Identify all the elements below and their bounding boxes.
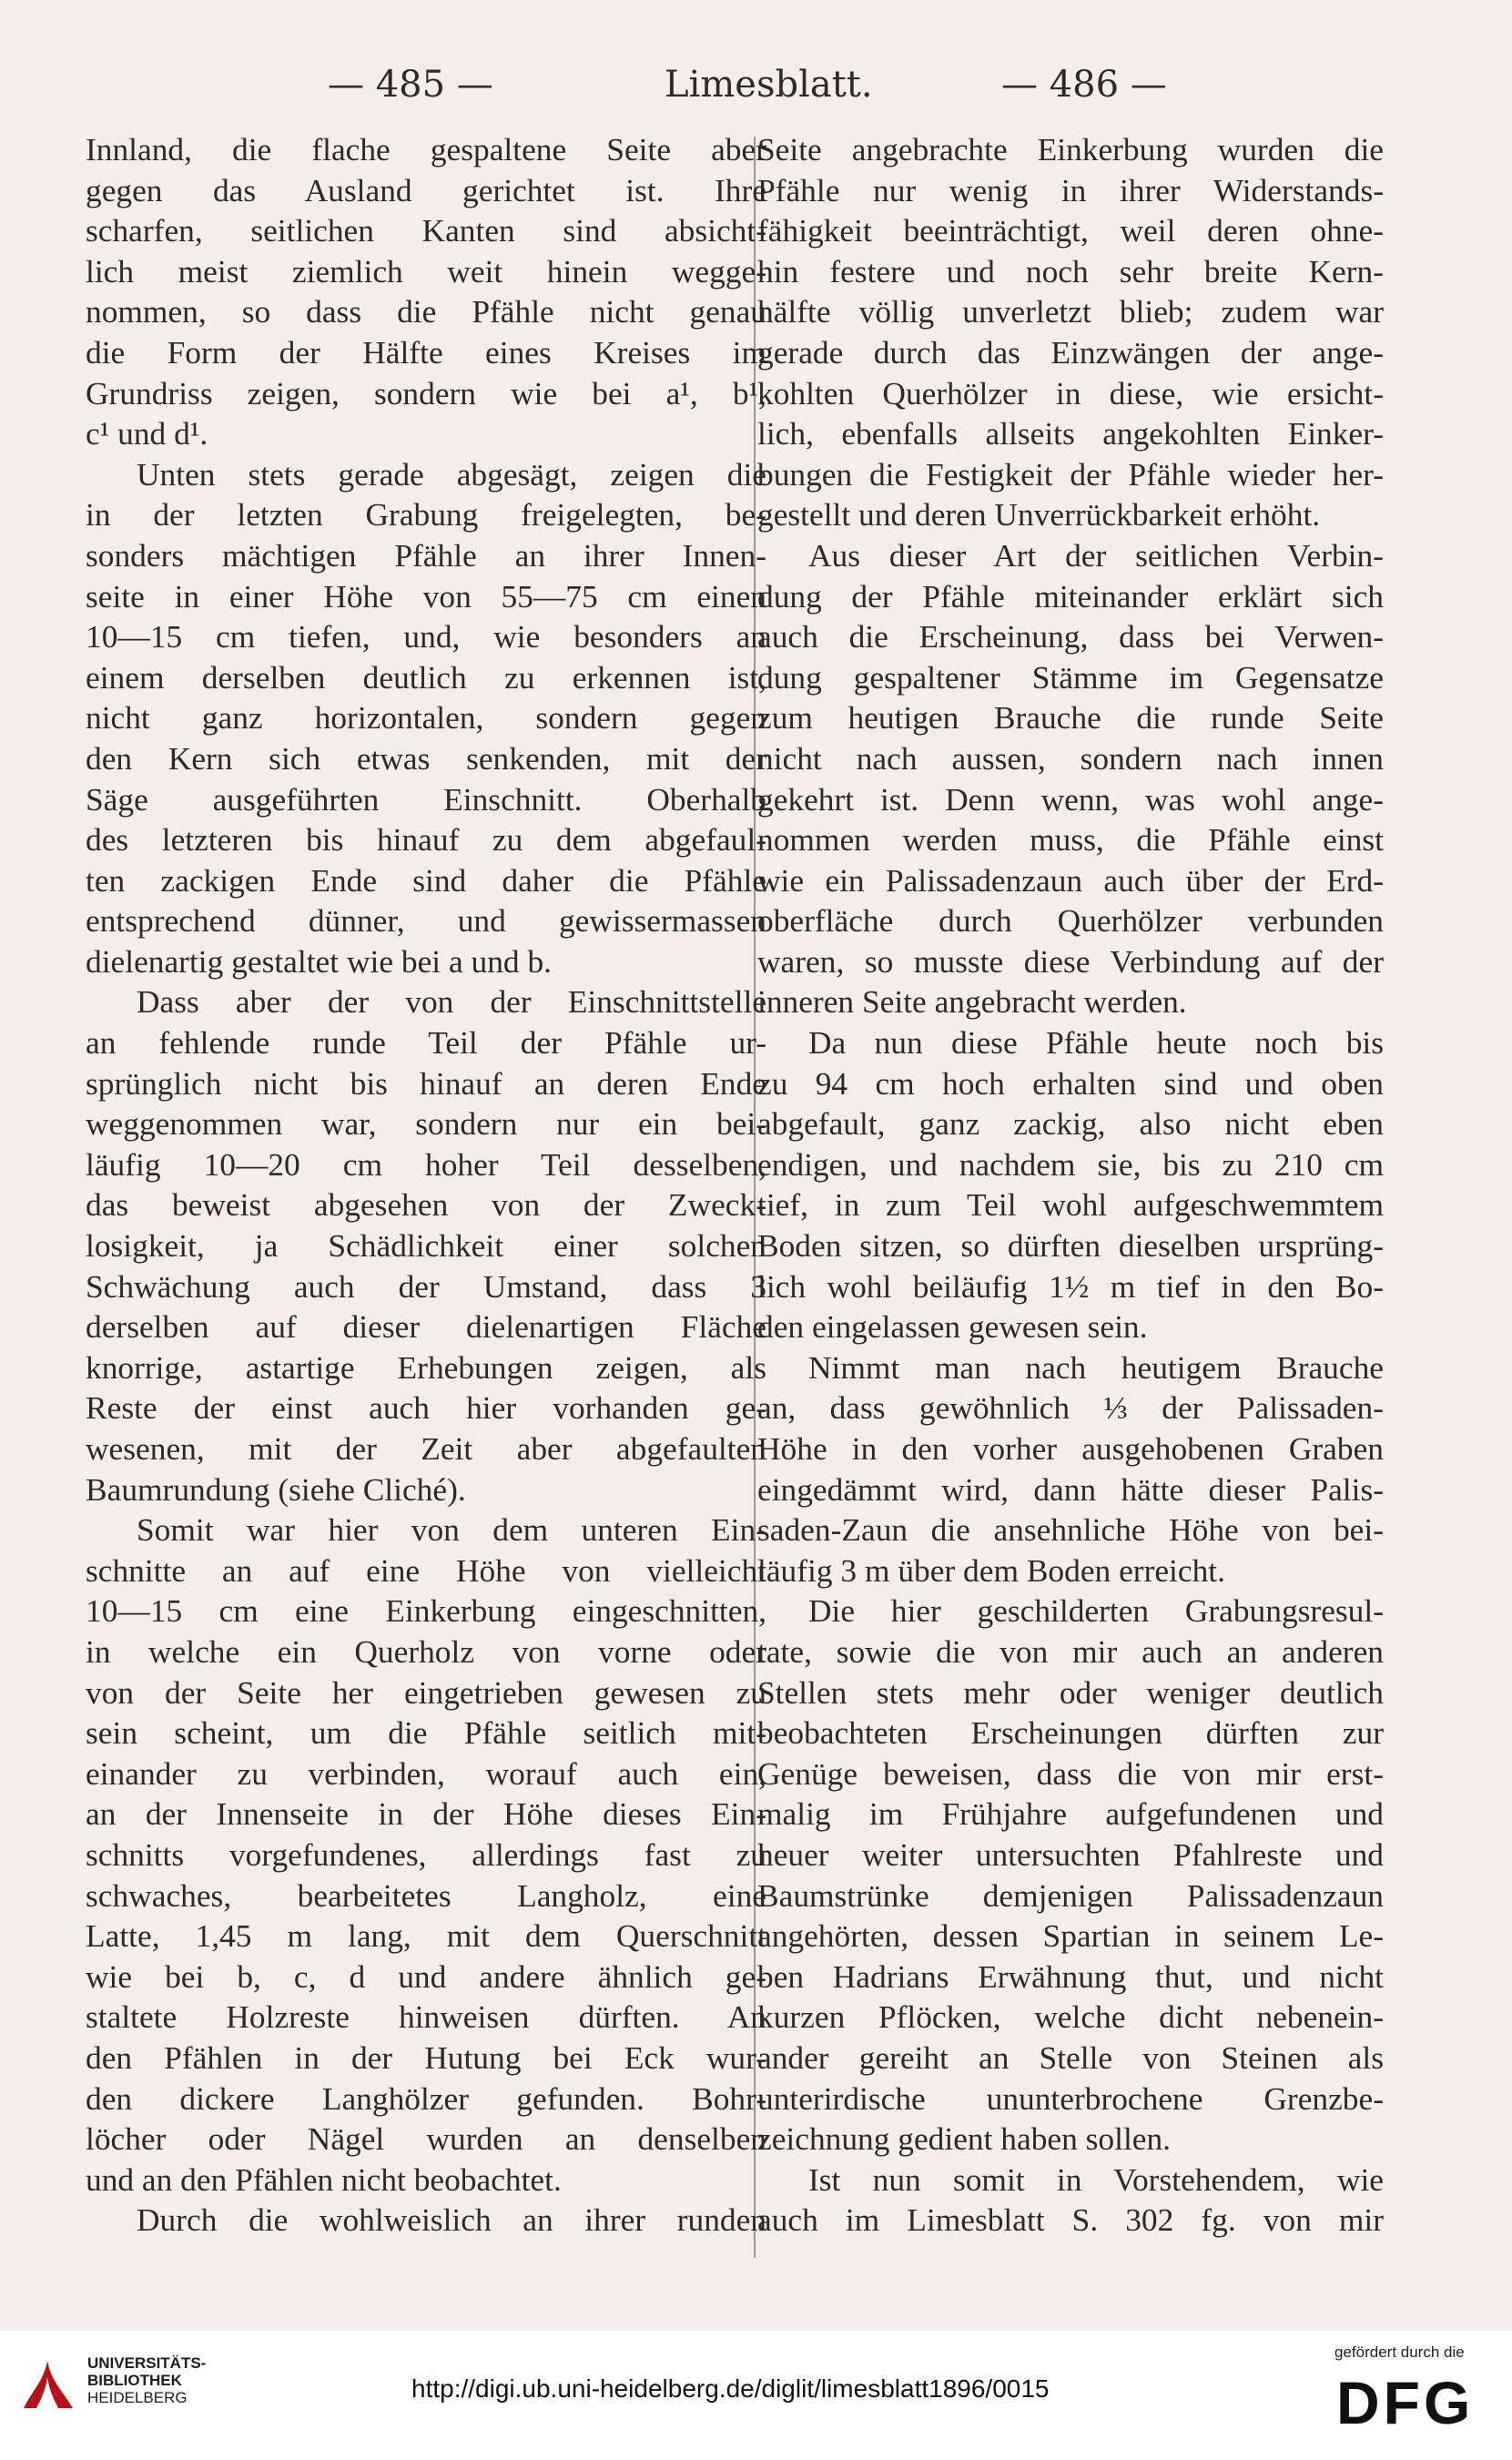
text-line: schnitts vorgefundenes, allerdings fast zu [86,1835,766,1873]
text-line: Pfähle nur wenig in ihrer Widerstands- [757,171,1384,208]
text-line: staltete Holzreste hinweisen dürften. An [86,1998,766,2036]
text-line: auch im Limesblatt S. 302 fg. von mir [757,2201,1384,2239]
text-line: schnitte an auf eine Höhe von vielleicht [86,1551,766,1589]
text-line: wesenen, mit der Zeit aber abgefaulten [86,1430,766,1467]
text-line: seite in einer Höhe von 55—75 cm einen [86,577,766,615]
text-line: zeichnung gedient haben sollen. [757,2120,1172,2158]
text-line: entsprechend dünner, und gewissermassen [86,902,766,940]
text-line: inneren Seite angebracht werden. [757,983,1187,1021]
uni-line-3: HEIDELBERG [87,2389,188,2406]
text-line: saden-Zaun die ansehnliche Höhe von bei- [757,1511,1384,1549]
text-line: dielenartig gestaltet wie bei a und b. [86,942,553,980]
text-line: Säge ausgeführten Einschnitt. Oberhalb [86,780,766,818]
text-line: Dass aber der von der Einschnittstelle [137,983,766,1021]
text-line: Unten stets gerade abgesägt, zeigen die [137,455,766,493]
text-line: gegen das Ausland gerichtet ist. Ihre [86,171,766,208]
text-line: Baumrundung (siehe Cliché). [86,1470,466,1508]
text-line: lich wohl beiläufig 1½ m tief in den Bo- [757,1267,1384,1305]
left-page-number: — 485 — [328,64,493,106]
text-line: Innland, die flache gespaltene Seite aber [86,131,766,168]
text-line: Stellen stets mehr oder weniger deutlich [757,1673,1384,1711]
university-library-name [87,2354,206,2406]
text-line: Aus dieser Art der seitlichen Verbin- [808,536,1384,574]
text-line: tate, sowie die von mir auch an anderen [757,1632,1384,1670]
text-line: Ist nun somit in Vorstehendem, wie [808,2160,1384,2198]
text-line: Da nun diese Pfähle heute noch bis [808,1024,1384,1062]
text-line: den Kern sich etwas senkenden, mit der [86,739,766,777]
text-line: angehörten, dessen Spartian in seinem Le- [757,1917,1384,1955]
text-line: kohlten Querhölzer in diese, wie ersicht- [757,374,1384,412]
text-line: Latte, 1,45 m lang, mit dem Querschnitt [86,1917,766,1955]
text-line: an, dass gewöhnlich ⅓ der Palissaden- [757,1389,1384,1427]
text-line: in welche ein Querholz von vorne oder [86,1632,766,1670]
text-line: sonders mächtigen Pfähle an ihrer Innen- [86,536,766,574]
text-line: und an den Pfählen nicht beobachtet. [86,2160,562,2198]
text-line: Höhe in den vorher ausgehobenen Graben [757,1430,1384,1467]
dfg-logo-text: DFG [1336,2371,1475,2435]
text-line: läufig 10—20 cm hoher Teil desselben, [86,1145,766,1183]
text-line: c¹ und d¹. [86,415,208,452]
text-line: nicht nach aussen, sondern nach innen [757,739,1384,777]
text-line: einander zu verbinden, worauf auch ein, [86,1754,766,1792]
text-line: dung der Pfähle miteinander erklärt sich [757,577,1384,615]
text-line: malig im Frühjahre aufgefundenen und [757,1795,1384,1833]
text-line: ten zackigen Ende sind daher die Pfähle [86,861,766,899]
text-line: den Pfählen in der Hutung bei Eck wur- [86,2038,766,2076]
text-line: den eingelassen gewesen sein. [757,1308,1148,1346]
text-line: wie ein Palissadenzaun auch über der Erd- [757,861,1384,899]
text-line: läufig 3 m über dem Boden erreicht. [757,1551,1225,1589]
text-line: nicht ganz horizontalen, sondern gegen [86,699,766,737]
text-line: gerade durch das Einzwängen der ange- [757,333,1384,371]
text-line: lich meist ziemlich weit hinein wegge- [86,252,766,290]
text-line: fähigkeit beeinträchtigt, weil deren ohne- [757,212,1384,249]
text-line: abgefault, ganz zackig, also nicht eben [757,1105,1384,1143]
text-line: Reste der einst auch hier vorhanden ge- [86,1389,766,1427]
uni-line-1: UNIVERSITÄTS- [87,2354,207,2372]
text-line: 10—15 cm tiefen, und, wie besonders an [86,618,766,656]
right-column [757,129,1384,2241]
text-line: Grundriss zeigen, sondern wie bei a¹, b¹, [86,374,766,412]
text-line: Die hier geschilderten Grabungsresul- [808,1592,1384,1630]
uni-line-2: BIBLIOTHEK [87,2372,182,2389]
text-line: nommen, so dass die Pfähle nicht genau [86,293,766,330]
document-url-link[interactable]: http://digi.ub.uni-heidelberg.de/diglit/limesblatt1896/0015 [411,2374,1050,2403]
text-line: Schwächung auch der Umstand, dass 3 [86,1267,766,1305]
text-line: wie bei b, c, d und andere ähnlich ge- [86,1957,766,1995]
text-line: auch die Erscheinung, dass bei Verwen- [757,618,1384,656]
text-line: oberfläche durch Querhölzer verbunden [757,902,1384,940]
text-line: gestellt und deren Unverrückbarkeit erhöht. [757,496,1321,534]
text-line: schwaches, bearbeitetes Langholz, eine [86,1876,766,1914]
text-line: an fehlende runde Teil der Pfähle ur- [86,1024,766,1062]
text-line: lich, ebenfalls allseits angekohlten Einker- [757,415,1384,452]
text-line: weggenommen war, sondern nur ein bei- [86,1105,766,1143]
text-line: die Form der Hälfte eines Kreises im [86,333,766,371]
funded-by-label: gefördert durch die [1334,2343,1465,2361]
text-line: Durch die wohlweislich an ihrer runden [137,2201,766,2239]
text-line: hälfte völlig unverletzt blieb; zudem war [757,293,1384,330]
text-line: knorrige, astartige Erhebungen zeigen, als [86,1348,766,1386]
text-line: Nimmt man nach heutigem Brauche [808,1348,1384,1386]
left-column [86,129,766,2241]
text-line: 10—15 cm eine Einkerbung eingeschnitten, [86,1592,766,1630]
text-line: ander gereiht an Stelle von Steinen als [757,2038,1384,2076]
text-line: kurzen Pflöcken, welche dicht nebenein- [757,1998,1384,2036]
text-line: dung gespaltener Stämme im Gegensatze [757,658,1384,696]
text-line: eingedämmt wird, dann hätte dieser Palis- [757,1470,1384,1508]
text-line: beobachteten Erscheinungen dürften zur [757,1714,1384,1752]
text-line: Baumstrünke demjenigen Palissadenzaun [757,1876,1384,1914]
text-line: an der Innenseite in der Höhe dieses Ein- [86,1795,766,1833]
right-page-number: — 486 — [1001,64,1167,106]
text-line: nommen werden muss, die Pfähle einst [757,821,1384,859]
dfg-logo-icon [1334,2371,1498,2435]
university-library-logo-icon [16,2353,80,2417]
text-line: hin festere und noch sehr breite Kern- [757,252,1384,290]
text-line: Somit war hier von dem unteren Ein- [137,1511,766,1549]
text-line: sein scheint, um die Pfähle seitlich mit- [86,1714,766,1752]
text-line: zu 94 cm hoch erhalten sind und oben [757,1064,1384,1102]
text-line: scharfen, seitlichen Kanten sind absicht- [86,212,766,249]
text-line: Seite angebrachte Einkerbung wurden die [757,131,1384,168]
text-line: Genüge beweisen, dass die von mir erst- [757,1754,1384,1792]
text-line: tief, in zum Teil wohl aufgeschwemmtem [757,1186,1384,1224]
text-line: derselben auf dieser dielenartigen Fläche [86,1308,766,1346]
text-line: heuer weiter untersuchten Pfahlreste und [757,1835,1384,1873]
text-line: endigen, und nachdem sie, bis zu 210 cm [757,1145,1384,1183]
journal-title: Limesblatt. [665,64,873,106]
text-line: einem derselben deutlich zu erkennen ist, [86,658,766,696]
text-line: unterirdische ununterbrochene Grenzbe- [757,2079,1384,2117]
text-line: das beweist abgesehen von der Zweck- [86,1186,766,1224]
text-line: waren, so musste diese Verbindung auf der [757,942,1384,980]
text-line: losigkeit, ja Schädlichkeit einer solchen [86,1227,766,1265]
text-line: löcher oder Nägel wurden an denselben [86,2120,766,2158]
text-line: ben Hadrians Erwähnung thut, und nicht [757,1957,1384,1995]
text-line: den dickere Langhölzer gefunden. Bohr- [86,2079,766,2117]
text-line: gekehrt ist. Denn wenn, was wohl ange- [757,780,1384,818]
text-line: zum heutigen Brauche die runde Seite [757,699,1384,737]
text-line: bungen die Festigkeit der Pfähle wieder her- [757,455,1384,493]
text-line: von der Seite her eingetrieben gewesen zu [86,1673,766,1711]
text-line: sprünglich nicht bis hinauf an deren Ende [86,1064,766,1102]
text-line: des letzteren bis hinauf zu dem abgefaul- [86,821,766,859]
text-line: in der letzten Grabung freigelegten, be- [86,496,766,534]
text-line: Boden sitzen, so dürften dieselben ursprüng- [757,1227,1384,1265]
